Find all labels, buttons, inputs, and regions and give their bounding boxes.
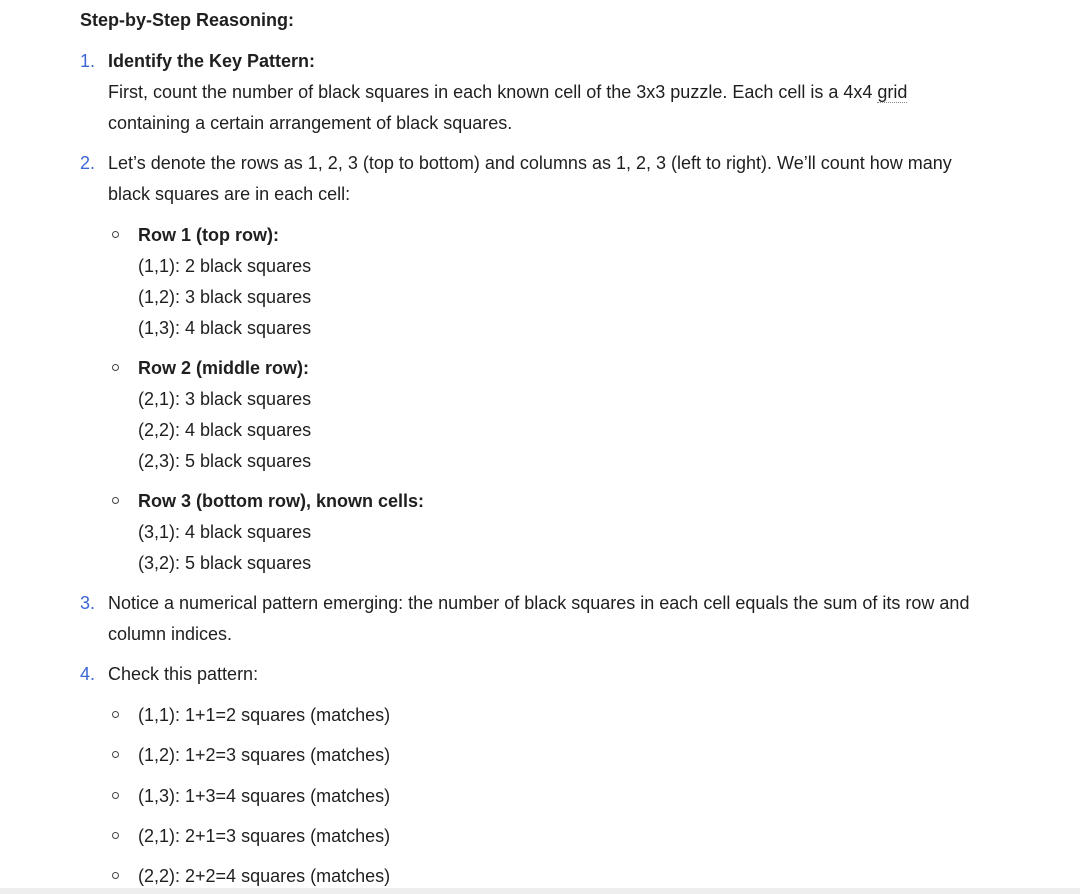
check-item: (2,2): 2+2=4 squares (matches) [138, 866, 391, 886]
group-title: Row 3 (bottom row), known cells: [138, 491, 425, 511]
list-item: (2,2): 4 black squares [138, 420, 312, 440]
list-item: (1,3): 4 black squares [138, 318, 312, 338]
step-number: 3. [80, 593, 96, 613]
step-number: 4. [80, 664, 96, 684]
bullet-icon [112, 832, 119, 839]
step-text [108, 80, 907, 104]
list-item: (2,3): 5 black squares [138, 451, 312, 471]
bullet-icon [112, 711, 119, 718]
list-item: (1,1): 2 black squares [138, 256, 312, 276]
step-number: 1. [80, 51, 96, 71]
bullet-icon [112, 792, 119, 799]
bottom-edge [0, 888, 1080, 894]
bullet-icon [112, 231, 119, 238]
step-text-prefix: First, count the number of black squares in each known cell of the 3x3 puzzle. Each cell is a 4x4 [108, 82, 878, 102]
check-item: (1,3): 1+3=4 squares (matches) [138, 786, 391, 806]
step-title: Identify the Key Pattern: [108, 51, 316, 71]
step-text: Check this pattern: [108, 664, 259, 684]
bullet-icon [112, 872, 119, 879]
step-number: 2. [80, 153, 96, 173]
check-item: (2,1): 2+1=3 squares (matches) [138, 826, 391, 846]
step-text: Notice a numerical pattern emerging: the number of black squares in each cell equals the sum of its row and [108, 593, 970, 613]
group-title: Row 2 (middle row): [138, 358, 309, 378]
step-text: containing a certain arrangement of black squares. [108, 113, 513, 133]
bullet-icon [112, 497, 119, 504]
bullet-icon [112, 751, 119, 758]
list-item: (3,1): 4 black squares [138, 522, 312, 542]
step-text: Let’s denote the rows as 1, 2, 3 (top to bottom) and columns as 1, 2, 3 (left to right). We’ll count how many [108, 153, 952, 173]
list-item: (2,1): 3 black squares [138, 389, 312, 409]
bullet-icon [112, 364, 119, 371]
group-title: Row 1 (top row): [138, 225, 279, 245]
section-heading: Step-by-Step Reasoning: [80, 10, 295, 30]
grid-term-link[interactable]: grid [877, 82, 908, 102]
check-item: (1,2): 1+2=3 squares (matches) [138, 745, 391, 765]
list-item: (3,2): 5 black squares [138, 553, 312, 573]
step-text: column indices. [108, 624, 233, 644]
step-text: black squares are in each cell: [108, 184, 351, 204]
check-item: (1,1): 1+1=2 squares (matches) [138, 705, 391, 725]
list-item: (1,2): 3 black squares [138, 287, 312, 307]
